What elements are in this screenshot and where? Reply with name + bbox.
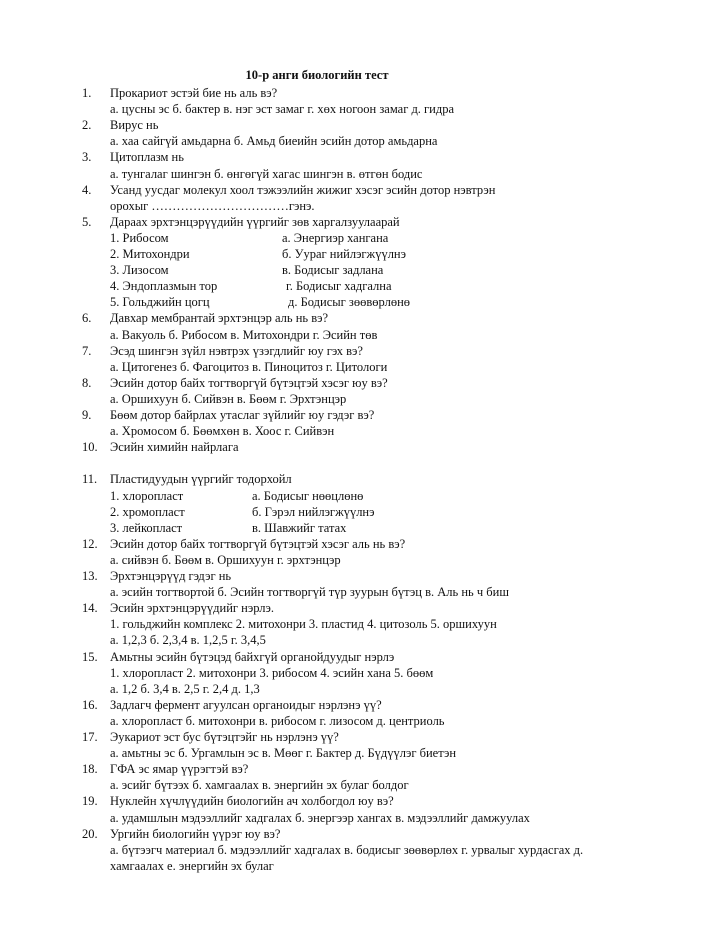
question-number: 4. [82,182,92,197]
question-text: Задлагч фермент агуулсан органоидыг нэрлэнэ үү? [110,697,382,712]
answer-options: а. цусны эс б. бактер в. нэг эст замаг г. хөх ногоон замаг д. гидра [110,102,455,117]
match-item-left: 5. Гольджийн цогц [110,295,210,310]
question-number: 18. [82,762,98,777]
match-item-right: б. Уураг нийлэгжүүлнэ [282,247,406,261]
answer-options: а. сийвэн б. Бөөм в. Оршихуун г. эрхтэнцэр [110,552,341,567]
answer-options: а. тунгалаг шингэн б. өнгөгүй хагас шингэн в. өтгөн бодис [110,166,423,181]
match-item-right: а. Бодисыг нөөцлөнө [252,488,364,503]
question-number: 17. [82,730,98,744]
question-text: Эукариот эст бус бүтэцтэйг нь нэрлэнэ үү? [110,730,339,744]
question-text: Цитоплазм нь [110,150,184,165]
answer-options: а. эсийн тогтвортой б. Эсийн тогтворгүй түр зуурын бүтэц в. Аль нь ч биш [110,585,509,600]
answer-options: а. 1,2 б. 3,4 в. 2,5 г. 2,4 д. 1,3 [110,681,260,696]
question-number: 2. [82,118,92,133]
answer-options: а. хаа сайгүй амьдарна б. Амьд биеийн эсийн дотор амьдарна [110,134,438,149]
question-number: 13. [82,569,98,583]
answer-options: а. хлоропласт б. митохонри в. рибосом г. лизосом д. центриоль [110,713,445,728]
question-text: ГФА эс ямар үүрэгтэй вэ? [110,762,249,777]
question-text: Эрхтэнцэрүүд гэдэг нь [110,569,232,583]
answer-options: орохыг ……………………………гэнэ. [110,198,315,213]
answer-options: а. 1,2,3 б. 2,3,4 в. 1,2,5 г. 3,4,5 [110,633,266,648]
question-text: Бөөм дотор байрлах утаслаг зүйлийг юу гэдэг вэ? [110,408,375,422]
question-text: Амьтны эсийн бүтэцэд байхгүй органойдуудыг нэрлэ [110,649,395,664]
question-text: Вирус нь [110,118,159,133]
question-number: 12. [82,536,98,551]
answer-options: а. Хромосом б. Бөөмхөн в. Хоос г. Сийвэн [110,424,335,439]
question-number: 20. [82,826,98,841]
question-number: 11. [82,472,98,487]
match-item-right: б. Гэрэл нийлэгжүүлнэ [252,504,375,519]
question-number: 8. [82,375,92,390]
question-text: Эсийн дотор байх тогтворгүй бүтэцтэй хэсэг аль нь вэ? [110,536,406,551]
question-text: Давхар мембрантай эрхтэнцэр аль нь вэ? [110,311,329,326]
match-item-right: в. Бодисыг задлана [282,263,384,278]
question-number: 6. [82,311,92,326]
question-number: 15. [82,649,98,664]
answer-options: а. удамшлын мэдээллийг хадгалах б. энергээр хангах в. мэдээллийг дамжуулах [110,810,530,825]
answer-options: а. амьтны эс б. Ургамлын эс в. Мөөг г. Бактер д. Бүдүүлэг биетэн [110,746,457,761]
match-item-right: д. Бодисыг зөөвөрлөнө [288,295,411,310]
match-item-left: 4. Эндоплазмын тор [110,279,218,294]
answer-options: 1. гольджийн комплекс 2. митохонри 3. пластид 4. цитозоль 5. оршихуун [110,617,497,632]
question-text: Ургийн биологийн үүрэг юу вэ? [110,826,281,841]
question-number: 19. [82,794,98,809]
question-text: Усанд уусдаг молекул хоол тэжээлийн жижиг хэсэг эсийн дотор нэвтрэн [110,182,496,197]
question-number: 14. [82,601,98,616]
match-item-left: 1. хлоропласт [110,488,184,503]
question-text: Эсэд шингэн зүйл нэвтрэх үзэгдлийг юу гэх вэ? [110,343,363,358]
question-text: Прокариот эстэй бие нь аль вэ? [110,86,278,100]
answer-options: а. эсийг бүтээх б. хамгаалах в. энергийн эх булаг болдог [110,778,409,793]
question-text: Эсийн эрхтэнцэрүүдийг нэрлэ. [110,601,275,616]
answer-options: хамгаалах е. энергийн эх булаг [110,858,274,873]
answer-options: а. Цитогенез б. Фагоцитоз в. Пиноцитоз г. Цитологи [110,359,388,374]
answer-options: 1. хлоропласт 2. митохонри 3. рибосом 4. эсийн хана 5. бөөм [110,665,434,680]
answer-options: а. Оршихуун б. Сийвэн в. Бөөм г. Эрхтэнцэр [110,391,347,406]
page-title: 10-р анги биологийн тест [245,68,389,82]
match-item-right: а. Энергиэр хангана [282,230,389,245]
answer-options: а. Вакуоль б. Рибосом в. Митохондри г. Эсийн төв [110,327,378,342]
question-number: 5. [82,214,92,229]
match-item-left: 1. Рибосом [110,230,169,245]
match-item-right: в. Шавжийг татах [252,520,347,535]
question-text: Нуклейн хүчлүүдийн биологийн ач холбогдол юу вэ? [110,794,394,809]
match-item-left: 2. Митохондри [110,247,190,261]
question-number: 7. [82,343,92,358]
question-number: 9. [82,408,92,422]
question-number: 10. [82,440,98,455]
question-number: 3. [82,150,92,165]
question-text: Эсийн химийн найрлага [110,440,239,455]
question-number: 1. [82,86,92,100]
question-number: 16. [82,697,98,712]
match-item-right: г. Бодисыг хадгална [286,279,392,294]
match-item-left: 2. хромопласт [110,504,185,519]
match-item-left: 3. Лизосом [110,263,169,278]
answer-options: а. бүтээгч материал б. мэдээллийг хадгалах в. бодисыг зөөвөрлөх г. урвалыг хурдасгах д. [110,842,584,857]
question-text: Пластидуудын үүргийг тодорхойл [110,472,292,487]
question-text: Эсийн дотор байх тогтворгүй бүтэцтэй хэсэг юу вэ? [110,375,388,390]
match-item-left: 3. лейкопласт [110,520,183,535]
question-text: Дараах эрхтэнцэрүүдийн үүргийг зөв харгалзуулаарай [110,214,400,229]
